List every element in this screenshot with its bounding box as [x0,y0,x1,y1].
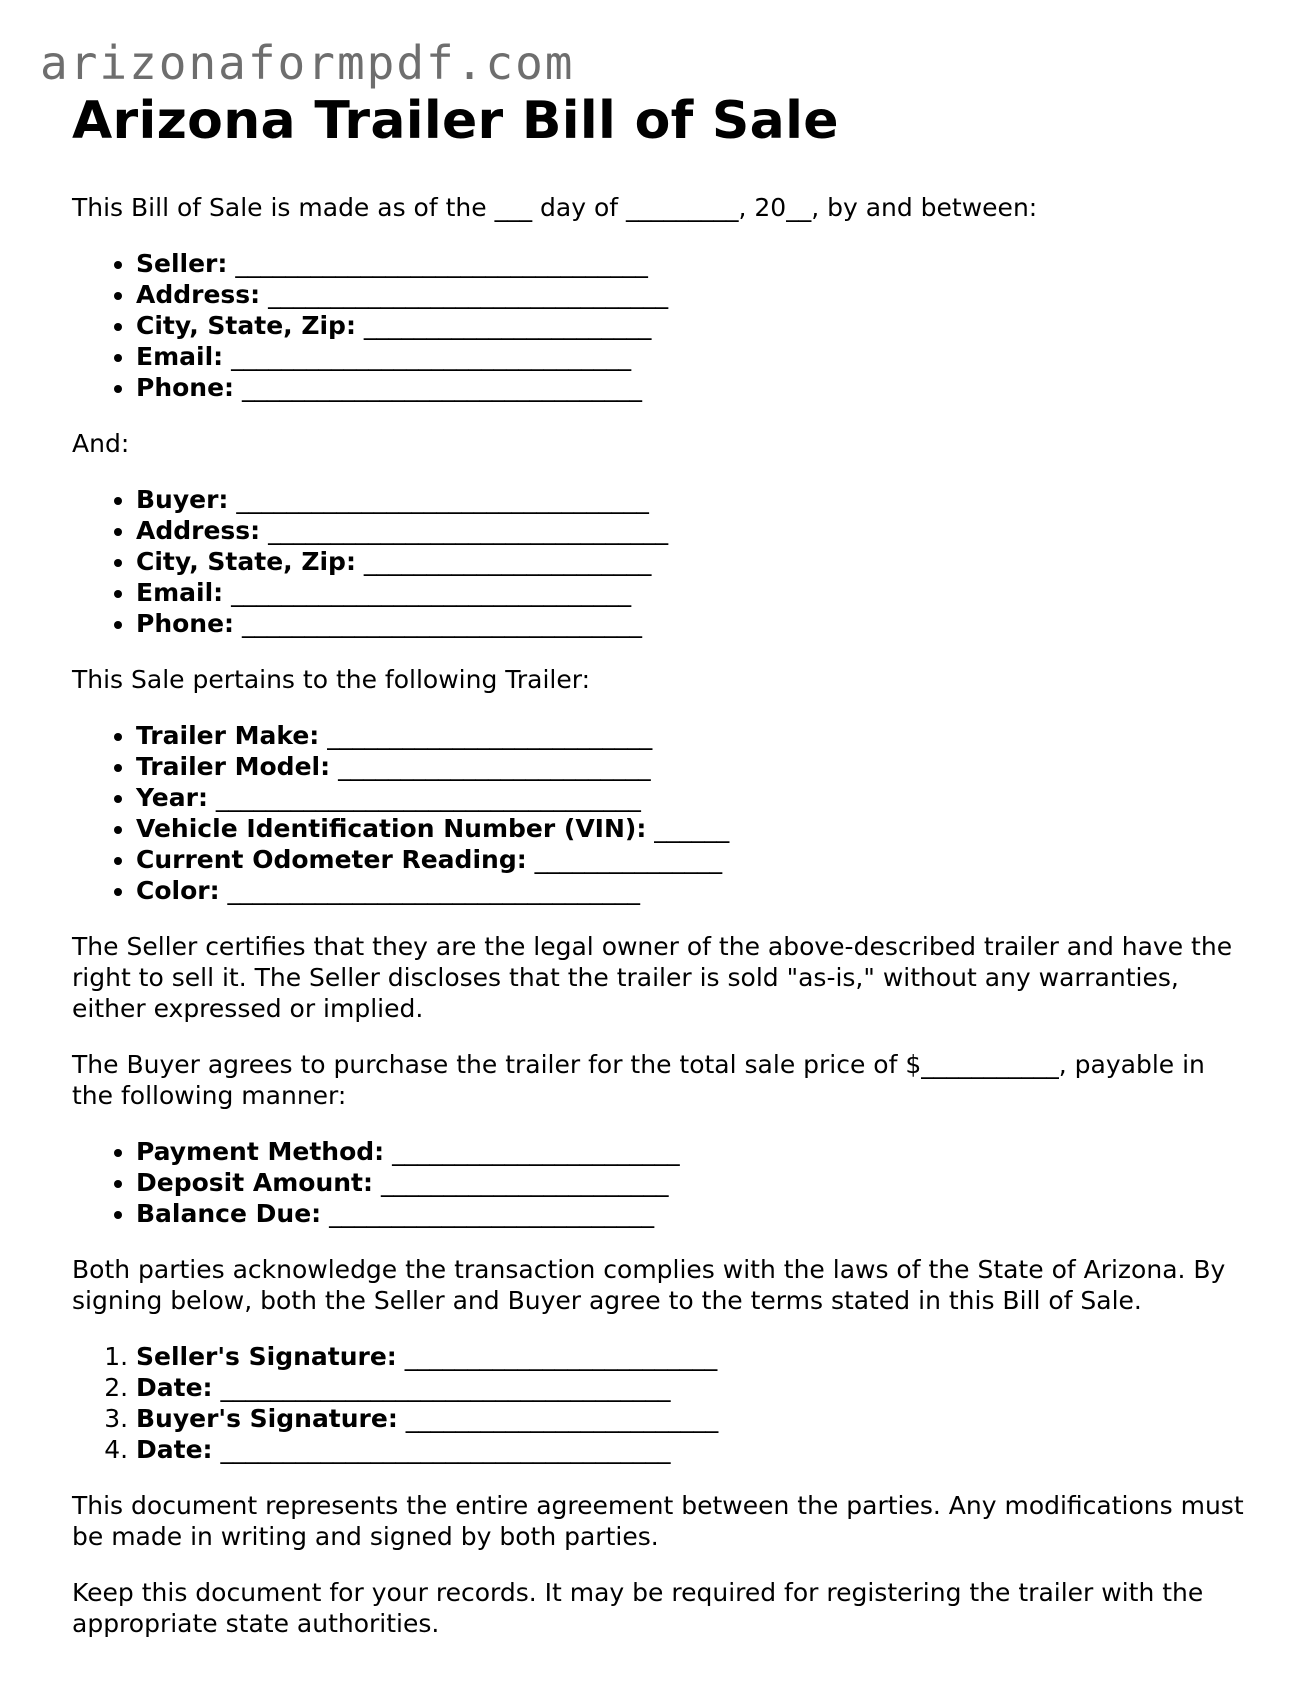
buyer-phone-field[interactable] [136,608,1252,639]
seller-city-state-zip-field[interactable] [136,310,1252,341]
field-blank: _________________________ [404,1341,718,1371]
signature-field-list [72,1341,1252,1465]
seller-email-field[interactable] [136,341,1252,372]
entire-agreement-paragraph: This document represents the entire agreement between the parties. Any modifications must be made in writing and signed by both parties. [72,1490,1244,1551]
field-blank: _______________________ [380,1167,669,1197]
field-label: Date: [136,1372,213,1402]
trailer-odometer-field[interactable] [136,844,1252,875]
trailer-make-field[interactable] [136,720,1252,751]
seller-address-field[interactable] [136,279,1252,310]
deposit-amount-field[interactable] [136,1167,1252,1198]
field-label: Email: [136,577,224,607]
field-label: Trailer Model: [136,751,331,781]
field-label: Color: [136,875,220,905]
field-label: Email: [136,341,224,371]
field-blank: ________________________________ [268,279,669,309]
buyer-address-field[interactable] [136,515,1252,546]
seller-name-field[interactable] [136,248,1252,279]
balance-due-field[interactable] [136,1198,1252,1229]
field-label: Buyer: [136,484,229,514]
field-blank: _________________________________ [227,875,641,905]
field-label: Buyer's Signature: [136,1403,398,1433]
buyer-city-state-zip-field[interactable] [136,546,1252,577]
field-blank: _________________________ [338,751,651,781]
price-paragraph: The Buyer agrees to purchase the trailer for the total sale price of $___________, payable in the following manner: [72,1049,1205,1110]
certify-paragraph: The Seller certifies that they are the legal owner of the above-described trailer and have the right to sell it. The Seller discloses that the trailer is sold "as-is," without any warranties, either expressed or implied. [72,931,1233,1023]
field-label: City, State, Zip: [136,546,356,576]
field-blank: _______________ [534,844,723,874]
field-blank: _______________________ [363,310,652,340]
field-blank: ______ [654,813,730,843]
field-label: Deposit Amount: [136,1167,373,1197]
field-blank: _______________________ [392,1136,680,1166]
document-body [72,92,1252,1664]
field-blank: _________________________________ [235,248,648,278]
field-blank: ____________________________________ [220,1372,671,1402]
field-label: Trailer Make: [136,720,320,750]
field-label: Address: [136,279,261,309]
field-blank: ________________________________ [231,577,632,607]
field-blank: _________________________________ [236,484,649,514]
field-label: Payment Method: [136,1136,385,1166]
field-label: Vehicle Identification Number (VIN): [136,813,647,843]
field-label: City, State, Zip: [136,310,356,340]
field-label: Seller's Signature: [136,1341,397,1371]
field-blank: _________________________ [405,1403,719,1433]
seller-date-field[interactable] [136,1372,1252,1403]
field-label: Year: [136,782,208,812]
field-blank: __________________________ [329,1198,655,1228]
field-blank: __________________________ [327,720,653,750]
field-blank: __________________________________ [215,782,641,812]
field-label: Date: [136,1434,213,1464]
field-blank: ________________________________ [268,515,669,545]
payment-field-list [72,1136,1252,1229]
payment-method-field[interactable] [136,1136,1252,1167]
buyer-signature-field[interactable] [136,1403,1252,1434]
trailer-color-field[interactable] [136,875,1252,906]
field-label: Phone: [136,608,235,638]
watermark: arizonaformpdf.com [40,36,575,90]
trailer-model-field[interactable] [136,751,1252,782]
seller-phone-field[interactable] [136,372,1252,403]
field-blank: ________________________________ [242,608,642,638]
field-label: Balance Due: [136,1198,322,1228]
field-blank: ________________________________ [231,341,632,371]
field-label: Seller: [136,248,228,278]
trailer-field-list [72,720,1252,906]
field-label: Phone: [136,372,235,402]
buyer-email-field[interactable] [136,577,1252,608]
field-label: Current Odometer Reading: [136,844,527,874]
trailer-intro: This Sale pertains to the following Trailer: [72,664,590,694]
acknowledge-paragraph: Both parties acknowledge the transaction complies with the laws of the State of Arizona. By signing below, both the Seller and Buyer agree to the terms stated in this Bill of Sale. [72,1254,1226,1315]
and-label: And: [72,428,130,458]
records-paragraph: Keep this document for your records. It may be required for registering the trailer with the appropriate state authorities. [72,1577,1204,1638]
buyer-field-list [72,484,1252,639]
buyer-name-field[interactable] [136,484,1252,515]
field-label: Address: [136,515,261,545]
seller-field-list [72,248,1252,403]
field-blank: ____________________________________ [220,1434,671,1464]
field-blank: _______________________ [363,546,652,576]
trailer-vin-field[interactable] [136,813,1252,844]
page-title: Arizona Trailer Bill of Sale [72,91,839,151]
trailer-year-field[interactable] [136,782,1252,813]
intro-paragraph: This Bill of Sale is made as of the ___ day of _________, 20__, by and between: [72,192,1038,222]
buyer-date-field[interactable] [136,1434,1252,1465]
seller-signature-field[interactable] [136,1341,1252,1372]
field-blank: ________________________________ [242,372,642,402]
